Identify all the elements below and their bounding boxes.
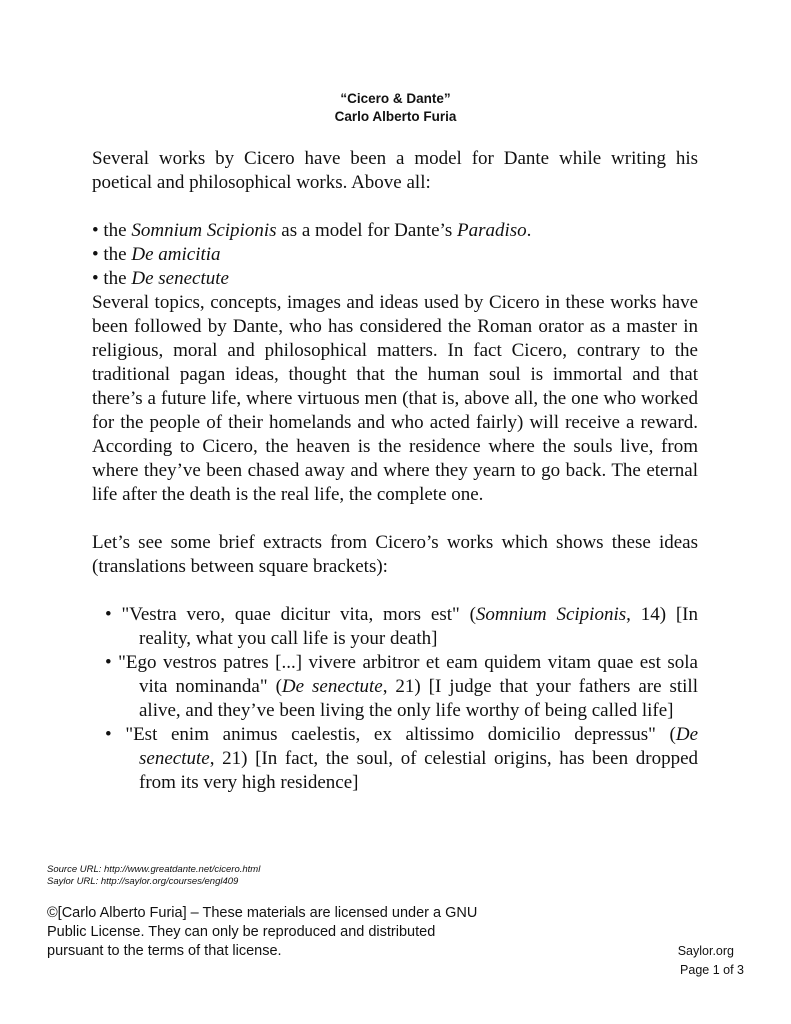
- list-item: [92, 651, 698, 723]
- list-item: [92, 267, 698, 291]
- page-number: Page 1 of 3: [680, 963, 744, 977]
- bullet-suffix: .: [526, 220, 532, 241]
- source-title: Somnium Scipionis: [475, 604, 627, 625]
- source-title: De senectute: [281, 676, 383, 697]
- list-item: [92, 219, 698, 243]
- work-title: Paradiso: [456, 220, 527, 241]
- document-body: [92, 147, 698, 795]
- paragraph-spacer: [92, 579, 698, 603]
- source-url: Source URL: http://www.greatdante.net/cicero.html: [47, 864, 261, 875]
- quote-translation: , 14) [In reality, what you call life is your death]: [139, 604, 699, 649]
- list-item: [92, 243, 698, 267]
- document-title: “Cicero & Dante”: [340, 91, 451, 106]
- quotes-list: [92, 603, 698, 795]
- latin-quote: "Vestra vero, quae dicitur vita, mors est" (: [121, 604, 476, 625]
- quote-translation: , 21) [In fact, the soul, of celestial origins, has been dropped from its very high residence]: [139, 748, 698, 793]
- extracts-intro-paragraph: Let’s see some brief extracts from Cicero’s works which shows these ideas (translations between square brackets):: [92, 532, 698, 577]
- intro-paragraph: Several works by Cicero have been a model for Dante while writing his poetical and philosophical works. Above all:: [92, 148, 698, 193]
- list-item: [92, 723, 698, 795]
- site-name: Saylor.org: [677, 944, 734, 958]
- topics-paragraph: Several topics, concepts, images and ideas used by Cicero in these works have been followed by Dante, who has considered the Roman orator as a master in religious, moral and philosophical matters. In fact Cicero, contrary to the traditional pagan ideas, thought that the human soul is immortal and that there’s a future life, where virtuous men (that is, above all, the one who worked for the people of their homelands and who acted fairly) will receive a reward. According to Cicero, the heaven is the residence where the souls live, from where they’ve been chased away and where they yearn to go back. The eternal life after the death is the real life, the complete one.: [92, 292, 698, 505]
- work-title: Somnium Scipionis: [131, 220, 277, 241]
- paragraph-spacer: [92, 195, 698, 219]
- paragraph-spacer: [92, 507, 698, 531]
- source-urls: [47, 864, 260, 888]
- document-author: Carlo Alberto Furia: [334, 109, 457, 124]
- bullet-prefix: •: [105, 724, 126, 745]
- bullet-prefix: • the: [92, 244, 132, 265]
- quote-translation: , 21) [I judge that your fathers are still alive, and they’ve been living the only life worthy of being called life]: [139, 676, 698, 721]
- latin-quote: "Est enim animus caelestis, ex altissimo domicilio depressus" (: [125, 724, 676, 745]
- work-title: De amicitia: [131, 244, 221, 265]
- work-title: De senectute: [131, 268, 229, 289]
- bullet-middle: as a model for Dante’s: [276, 220, 457, 241]
- document-header: [0, 90, 791, 126]
- latin-quote: "Ego vestros patres [...] vivere arbitror et eam quidem vitam quae est sola vita nominanda" (: [118, 652, 698, 697]
- works-list: [92, 219, 698, 291]
- bullet-prefix: •: [105, 604, 122, 625]
- bullet-prefix: • the: [92, 268, 132, 289]
- saylor-url: Saylor URL: http://saylor.org/courses/engl409: [47, 876, 239, 887]
- bullet-prefix: • the: [92, 220, 132, 241]
- bullet-prefix: •: [105, 652, 119, 673]
- list-item: [92, 603, 698, 651]
- license-notice: ©[Carlo Alberto Furia] – These materials are licensed under a GNU Public License. They can only be reproduced and distributed pursuant to the terms of that license.: [47, 905, 478, 959]
- source-title: De senectute: [139, 724, 699, 769]
